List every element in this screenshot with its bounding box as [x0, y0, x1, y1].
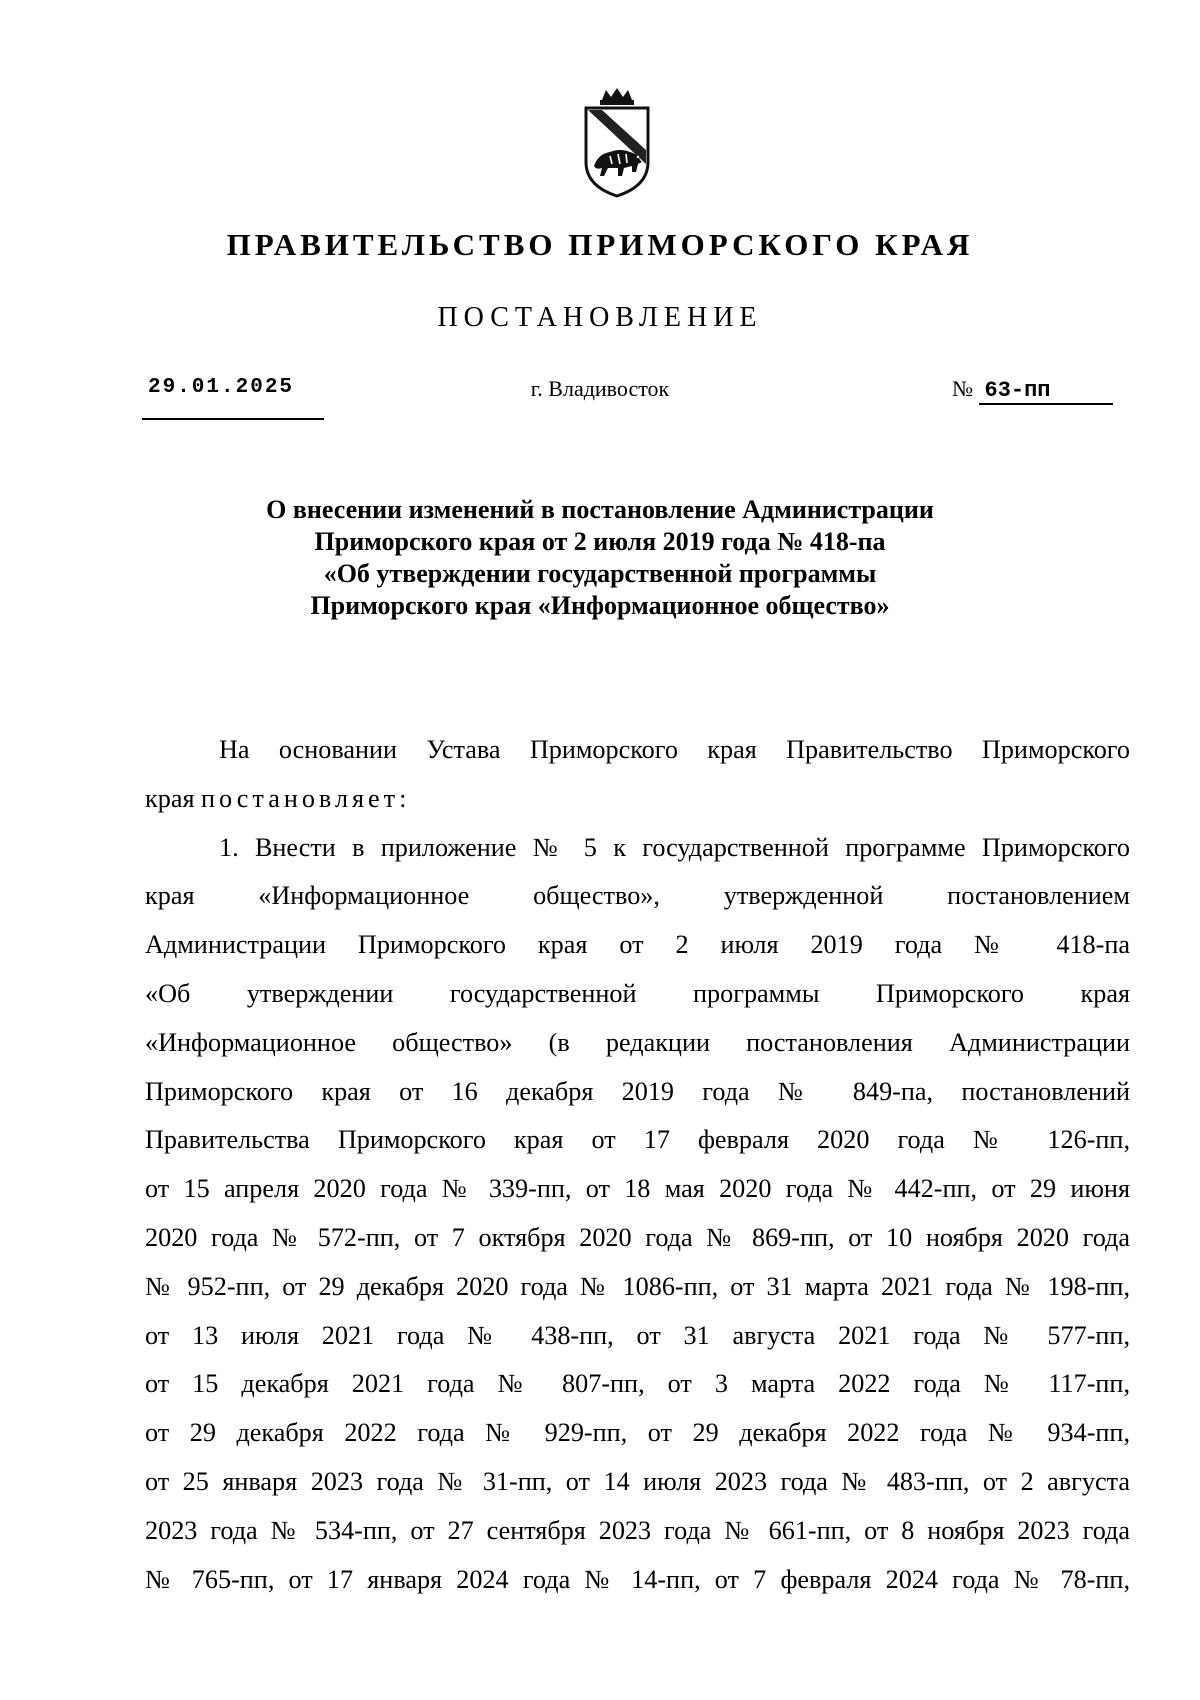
item1-line: «Об утверждении государственной программы Приморского края — [145, 978, 1130, 1008]
item1-line: «Информационное общество» (в редакции постановления Администрации — [145, 1027, 1130, 1057]
heading-line: Приморского края от 2 июля 2019 года № 418-па — [314, 527, 886, 556]
item1-line: от 13 июля 2021 года № 438-пп, от 31 августа 2021 года № 577-пп, — [145, 1320, 1130, 1350]
item1-line: от 25 января 2023 года № 31-пп, от 14 июля 2023 года № 483-пп, от 2 августа — [145, 1466, 1130, 1496]
document-number-prefix: № — [952, 376, 973, 401]
item1-line: края «Информационное общество», утвержденной постановлением — [145, 881, 1130, 911]
document-heading — [0, 494, 1200, 622]
item1-line: 1. Внести в приложение № 5 к государственной программе Приморского — [219, 832, 1130, 862]
item1-line: от 15 декабря 2021 года № 807-пп, от 3 марта 2022 года № 117-пп, — [145, 1369, 1130, 1399]
item1-line: № 765-пп, от 17 января 2024 года № 14-пп, от 7 февраля 2024 года № 78-пп, — [145, 1564, 1130, 1594]
item1-line: Правительства Приморского края от 17 февраля 2020 года № 126-пп, — [145, 1125, 1130, 1155]
document-city: г. Владивосток — [530, 376, 670, 401]
preamble-line: На основании Устава Приморского края Правительство Приморского — [219, 735, 1130, 764]
document-date: 29.01.2025 — [142, 376, 324, 420]
document-number-value: 63-пп — [979, 378, 1113, 405]
document-number — [952, 376, 1132, 416]
document-body — [145, 726, 1130, 1604]
heading-line: О внесении изменений в постановление Администрации — [266, 495, 934, 524]
heading-line: «Об утверждении государственной программы — [323, 559, 877, 588]
preamble-word: края — [145, 783, 195, 813]
item1-line: от 29 декабря 2022 года № 929-пп, от 29 декабря 2022 года № 934-пп, — [145, 1418, 1130, 1448]
government-name: ПРАВИТЕЛЬСТВО ПРИМОРСКОГО КРАЯ — [226, 227, 974, 262]
coat-of-arms-icon — [580, 88, 654, 200]
preamble-resolves: постановляет: — [201, 783, 411, 813]
item1-line: Администрации Приморского края от 2 июля 2019 года № 418-па — [145, 930, 1130, 960]
item1-line: 2023 года № 534-пп, от 27 сентября 2023 года № 661-пп, от 8 ноября 2023 года — [145, 1515, 1130, 1545]
item1-line: Приморского края от 16 декабря 2019 года № 849-па, постановлений — [145, 1076, 1130, 1106]
document-type: ПОСТАНОВЛЕНИЕ — [437, 302, 763, 333]
preamble-line — [145, 775, 1130, 824]
item1-line: 2020 года № 572-пп, от 7 октября 2020 года № 869-пп, от 10 ноября 2020 года — [145, 1222, 1130, 1252]
heading-line: Приморского края «Информационное общество» — [310, 591, 890, 620]
item1-line: от 15 апреля 2020 года № 339-пп, от 18 мая 2020 года № 442-пп, от 29 июня — [145, 1174, 1130, 1204]
item1-line: № 952-пп, от 29 декабря 2020 года № 1086-пп, от 31 марта 2021 года № 198-пп, — [145, 1271, 1130, 1301]
